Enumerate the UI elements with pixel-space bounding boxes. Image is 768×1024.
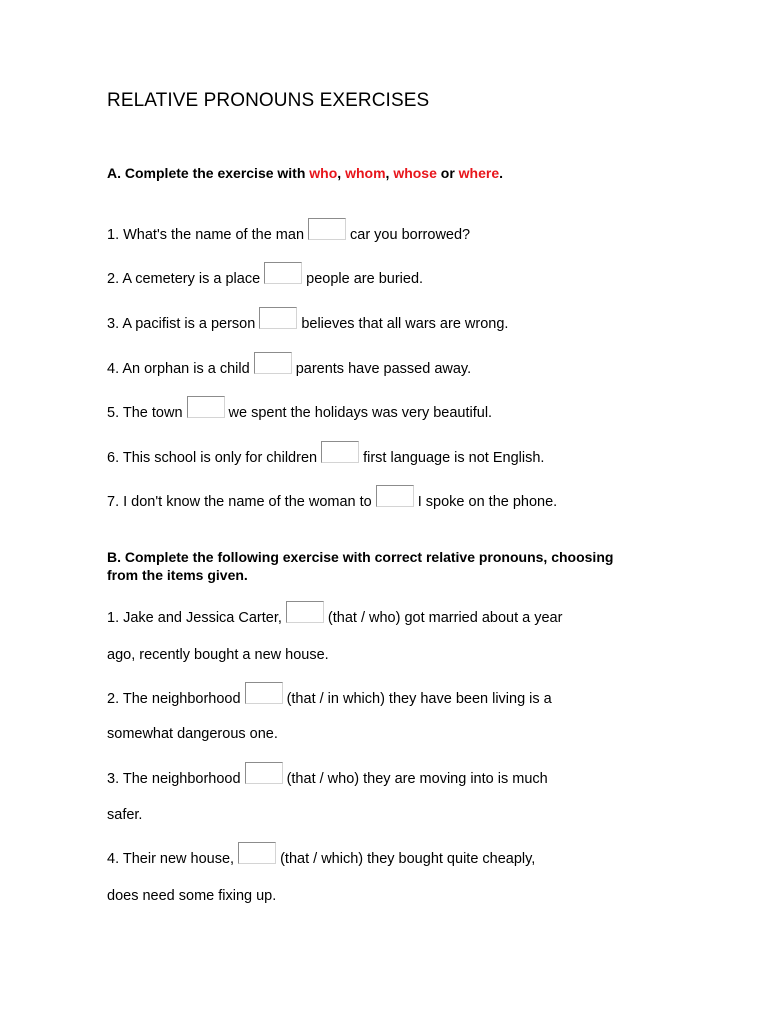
item-text-after: I spoke on the phone. xyxy=(417,494,558,510)
separator: or xyxy=(436,165,459,181)
answer-input[interactable] xyxy=(308,218,346,240)
section-b-heading-line: B. Complete the following exercise with correct relative pronouns, choosing xyxy=(107,549,614,565)
section-a-heading-text: A. Complete the exercise with xyxy=(107,165,310,181)
option-where: where xyxy=(458,165,500,181)
exercise-a-item-4 xyxy=(107,358,471,380)
item-text-before: 2. The neighborhood xyxy=(107,691,241,707)
item-continuation: somewhat dangerous one. xyxy=(107,726,278,742)
item-text-after: parents have passed away. xyxy=(295,361,472,377)
exercise-a-item-7 xyxy=(107,491,557,513)
exercise-b-item-3 xyxy=(107,768,548,790)
item-text-after: car you borrowed? xyxy=(350,227,471,243)
heading-period: . xyxy=(499,165,504,181)
answer-input[interactable] xyxy=(238,842,276,864)
section-b-heading-line: from the items given. xyxy=(107,567,248,583)
exercise-a-item-6 xyxy=(107,447,544,469)
option-whom: whom xyxy=(345,165,386,181)
item-text-before: 6. This school is only for children xyxy=(107,450,318,466)
exercise-a-item-3 xyxy=(107,313,508,335)
item-text-before: 3. The neighborhood xyxy=(107,771,241,787)
section-a-heading xyxy=(107,165,503,181)
answer-input[interactable] xyxy=(187,396,225,418)
item-text-before: 7. I don't know the name of the woman to xyxy=(107,494,372,510)
exercise-a-item-2 xyxy=(107,268,423,290)
item-continuation: does need some fixing up. xyxy=(107,888,277,904)
option-who: who xyxy=(309,165,338,181)
exercise-a-item-5 xyxy=(107,402,492,424)
answer-input[interactable] xyxy=(245,682,283,704)
answer-input[interactable] xyxy=(245,762,283,784)
item-text-before: 4. Their new house, xyxy=(107,851,235,867)
item-text-after: (that / in which) they have been living is a xyxy=(286,691,552,707)
item-text-after: first language is not English. xyxy=(363,450,545,466)
answer-input[interactable] xyxy=(376,485,414,507)
item-text-after: we spent the holidays was very beautiful. xyxy=(228,405,493,421)
item-text-before: 4. An orphan is a child xyxy=(107,361,250,377)
item-text-before: 5. The town xyxy=(107,405,183,421)
item-text-after: (that / which) they bought quite cheaply, xyxy=(280,851,536,867)
exercise-b-item-2 xyxy=(107,688,552,710)
answer-input[interactable] xyxy=(286,601,324,623)
item-text-after: people are buried. xyxy=(306,271,424,287)
answer-input[interactable] xyxy=(321,441,359,463)
exercise-a-item-1 xyxy=(107,224,470,246)
separator: , xyxy=(337,165,346,181)
section-b-heading xyxy=(107,548,613,584)
item-text-before: 3. A pacifist is a person xyxy=(107,316,256,332)
answer-input[interactable] xyxy=(259,307,297,329)
item-text-before: 1. Jake and Jessica Carter, xyxy=(107,610,282,626)
item-text-before: 2. A cemetery is a place xyxy=(107,271,261,287)
item-continuation: safer. xyxy=(107,807,143,823)
separator: , xyxy=(385,165,394,181)
answer-input[interactable] xyxy=(254,352,292,374)
item-text-after: believes that all wars are wrong. xyxy=(301,316,509,332)
exercise-b-item-4 xyxy=(107,848,535,870)
answer-input[interactable] xyxy=(264,262,302,284)
item-continuation: ago, recently bought a new house. xyxy=(107,647,329,663)
item-text-before: 1. What's the name of the man xyxy=(107,227,305,243)
exercise-b-item-1 xyxy=(107,607,562,629)
page-title: RELATIVE PRONOUNS EXERCISES xyxy=(107,90,430,111)
item-text-after: (that / who) they are moving into is much xyxy=(286,771,548,787)
option-whose: whose xyxy=(393,165,437,181)
item-text-after: (that / who) got married about a year xyxy=(327,610,563,626)
